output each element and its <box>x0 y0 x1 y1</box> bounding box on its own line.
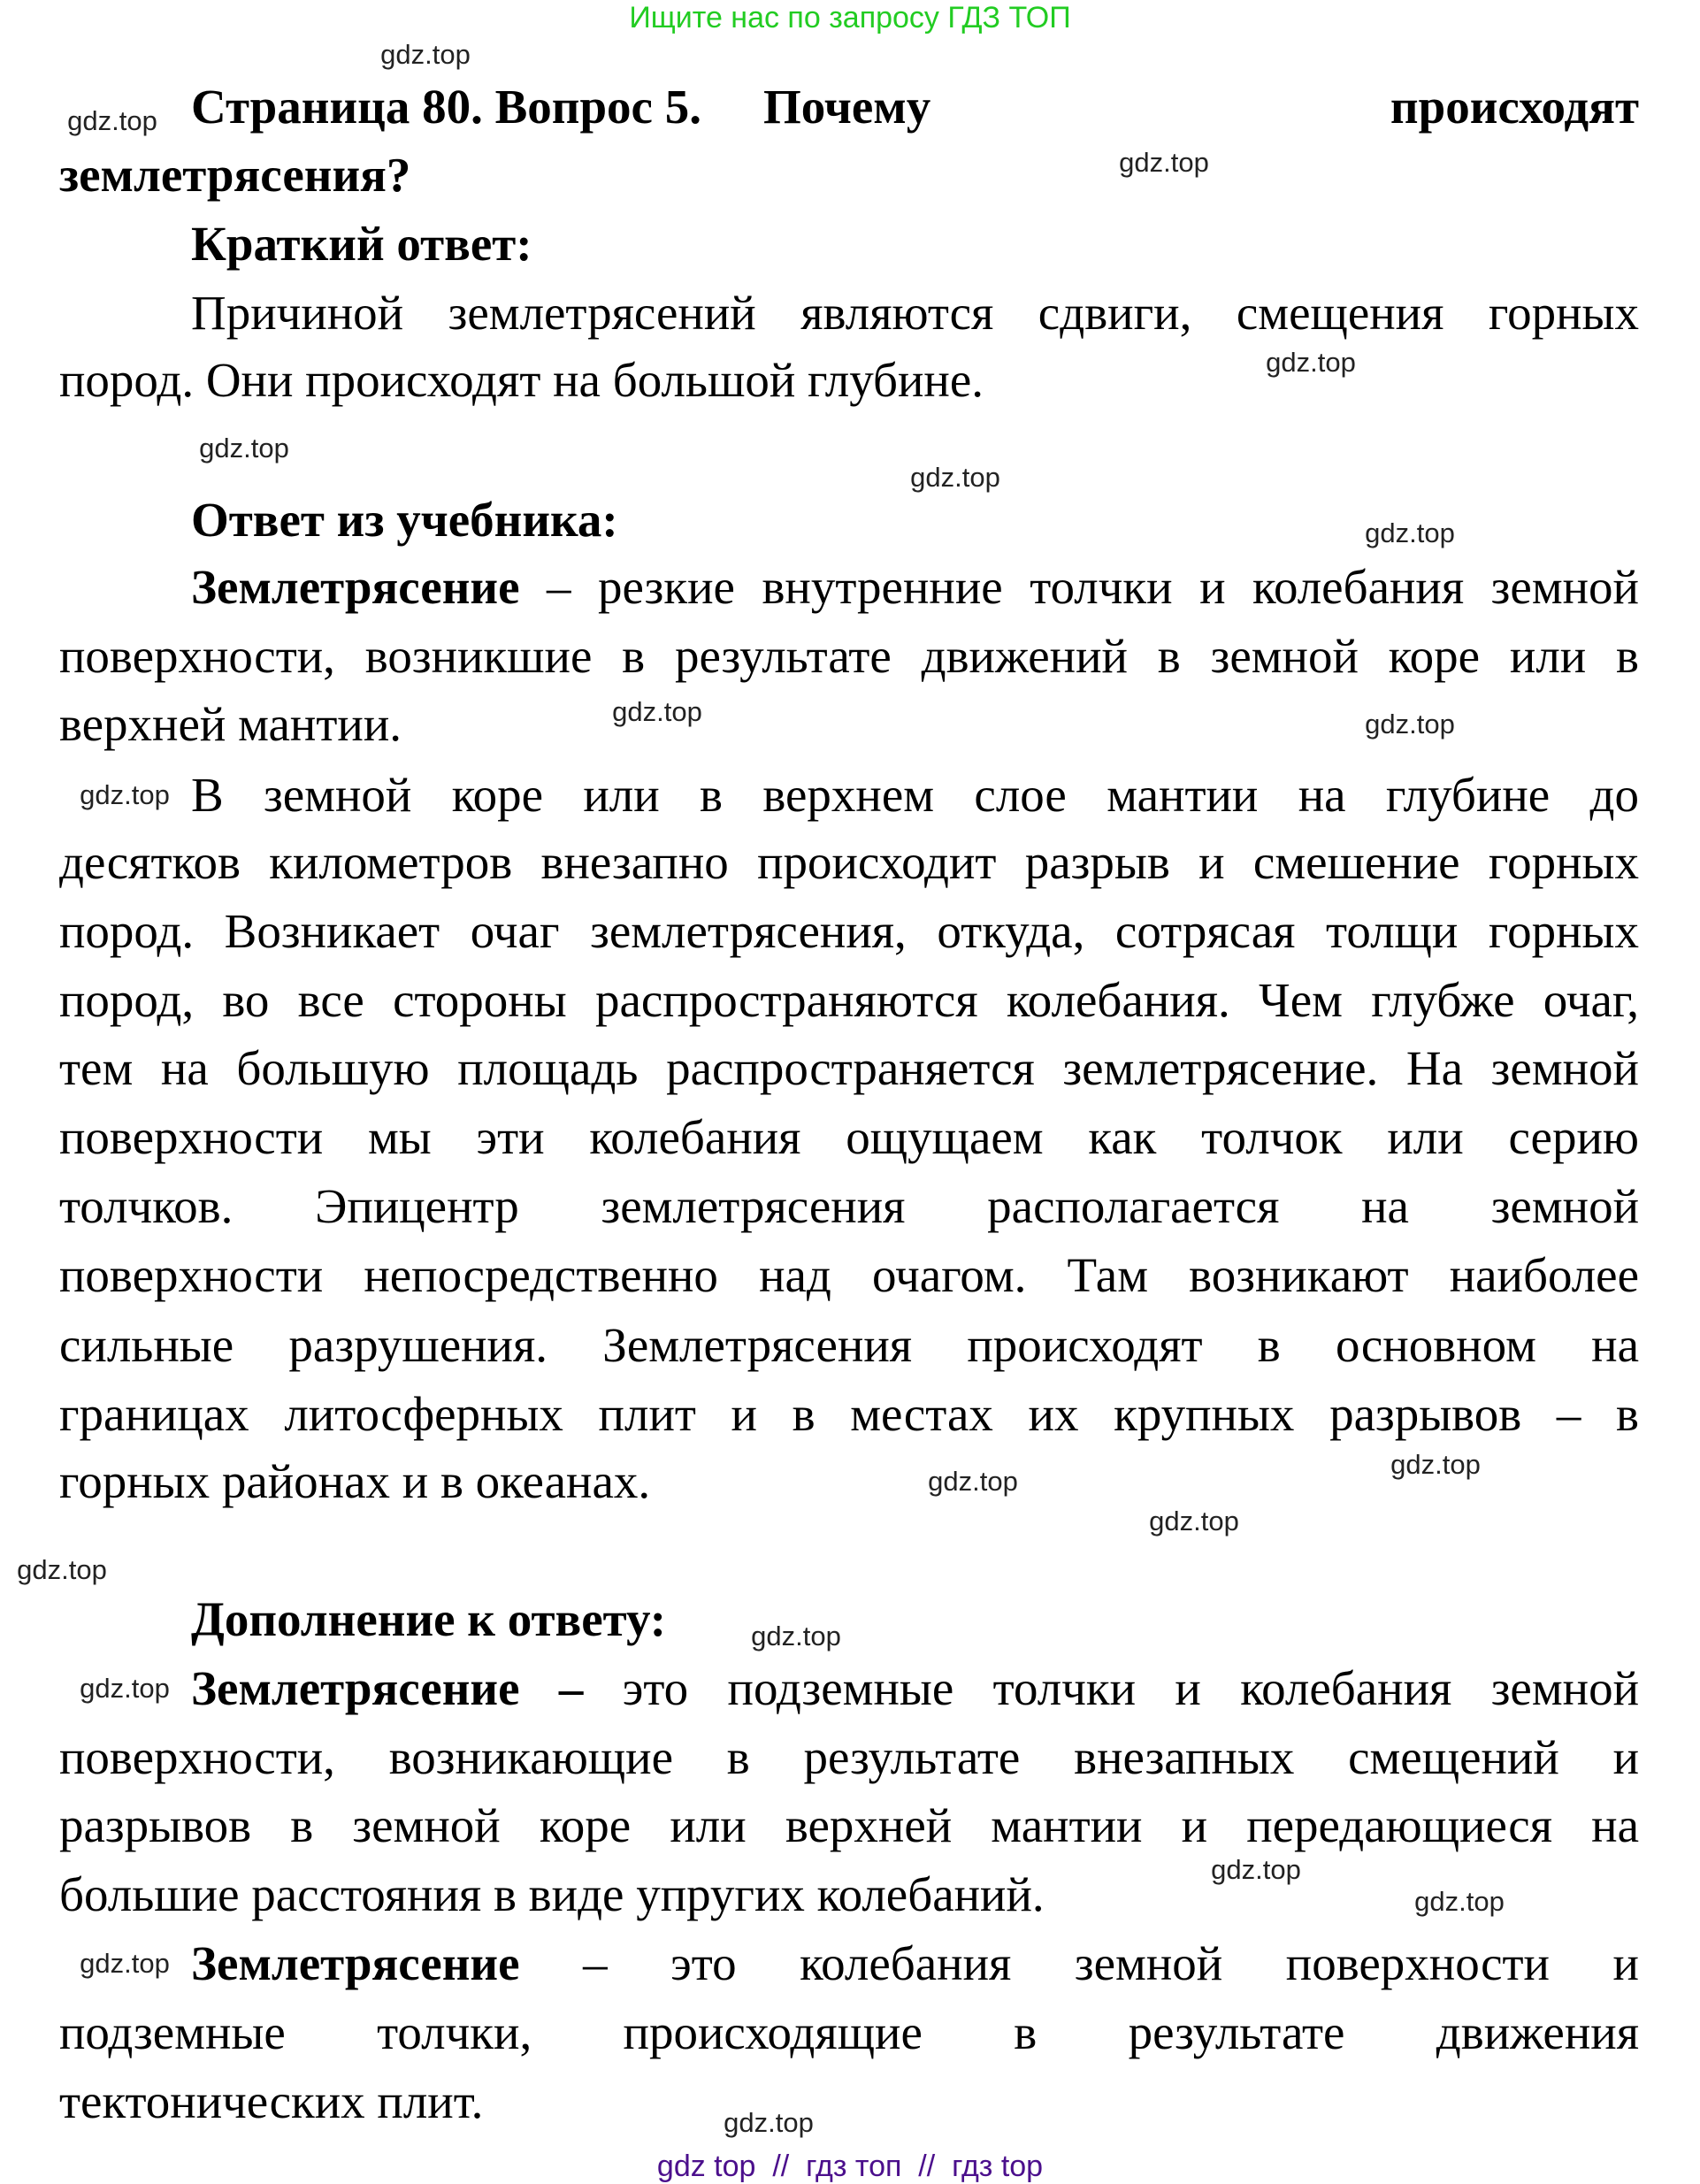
watermark: gdz.top <box>380 39 471 70</box>
term-bold: Землетрясение <box>191 1937 520 1990</box>
watermark: gdz.top <box>751 1621 841 1651</box>
footer-links[interactable]: gdz top // гдз топ // гдз top <box>656 2150 1044 2183</box>
addition-heading: Дополнение к ответу: <box>191 1592 667 1646</box>
page-title <box>191 80 1639 134</box>
watermark: gdz.top <box>1414 1886 1505 1917</box>
text-line: В земной коре или в верхнем слое мантии на глубине до <box>191 769 1639 822</box>
term-bold: Землетрясение – <box>191 1662 584 1715</box>
title-part-3: происходят <box>1390 80 1639 134</box>
text-line: поверхности непосредственно над очагом. Там возникают наиболее <box>59 1249 1639 1302</box>
watermark: gdz.top <box>1365 709 1455 739</box>
watermark: gdz.top <box>910 462 1000 493</box>
text-line: толчков. Эпицентр землетрясения располагается на земной <box>59 1180 1639 1233</box>
text-line: поверхности, возникшие в результате движений в земной коре или в <box>59 630 1639 683</box>
watermark: gdz.top <box>724 2107 814 2138</box>
text-line: тектонических плит. <box>59 2074 484 2128</box>
text-line: разрывов в земной коре или верхней мантии и передающиеся на <box>59 1799 1639 1852</box>
text-line: поверхности, возникающие в результате внезапных смещений и <box>59 1731 1639 1784</box>
text-line: подземные толчки, происходящие в результате движения <box>59 2006 1639 2059</box>
text-line: горных районах и в океанах. <box>59 1454 651 1508</box>
page-title-line-2: землетрясения? <box>59 148 411 202</box>
text-span: – резкие внутренние толчки и колебания земной <box>519 561 1639 614</box>
title-part-2: Почему <box>762 80 931 134</box>
watermark: gdz.top <box>1266 347 1356 378</box>
watermark: gdz.top <box>80 1673 170 1704</box>
text-line: границах литосферных плит и в местах их крупных разрывов – в <box>59 1388 1639 1441</box>
watermark: gdz.top <box>80 1948 170 1979</box>
watermark: gdz.top <box>1149 1506 1239 1536</box>
text-line: пород, во все стороны распространяются колебания. Чем глубже очаг, <box>59 974 1639 1027</box>
text-line <box>191 1937 1639 1990</box>
text-span: это подземные толчки и колебания земной <box>583 1662 1639 1715</box>
text-line: сильные разрушения. Землетрясения происходят в основном на <box>59 1319 1639 1372</box>
text-line: верхней мантии. <box>59 697 402 751</box>
text-line: поверхности мы эти колебания ощущаем как толчок или серию <box>59 1111 1639 1164</box>
text-line: пород. Возникает очаг землетрясения, откуда, сотрясая толщи горных <box>59 905 1639 958</box>
text-line <box>191 561 1639 614</box>
text-line: десятков километров внезапно происходит разрыв и смешение горных <box>59 836 1639 889</box>
watermark: gdz.top <box>67 105 157 136</box>
text-line <box>191 1662 1639 1715</box>
watermark: gdz.top <box>1390 1449 1481 1480</box>
header-banner[interactable]: Ищите нас по запросу ГДЗ ТОП <box>629 1 1071 34</box>
watermark: gdz.top <box>1119 147 1209 178</box>
watermark: gdz.top <box>1365 517 1455 548</box>
watermark: gdz.top <box>612 696 702 727</box>
title-part-1: Страница 80. Вопрос 5. <box>191 80 701 134</box>
watermark: gdz.top <box>80 779 170 810</box>
textbook-answer-heading: Ответ из учебника: <box>191 493 618 547</box>
text-line: пород. Они происходят на большой глубине. <box>59 353 984 407</box>
watermark: gdz.top <box>1211 1854 1301 1885</box>
watermark: gdz.top <box>928 1466 1018 1497</box>
text-line: Причиной землетрясений являются сдвиги, смещения горных <box>191 287 1639 340</box>
watermark: gdz.top <box>199 433 289 464</box>
watermark: gdz.top <box>17 1554 107 1585</box>
text-line: тем на большую площадь распространяется землетрясение. На земной <box>59 1042 1639 1095</box>
short-answer-heading: Краткий ответ: <box>191 217 532 271</box>
text-span: – это колебания земной поверхности и <box>519 1937 1639 1990</box>
text-line: большие расстояния в виде упругих колебаний. <box>59 1867 1045 1921</box>
term-bold: Землетрясение <box>191 561 520 614</box>
